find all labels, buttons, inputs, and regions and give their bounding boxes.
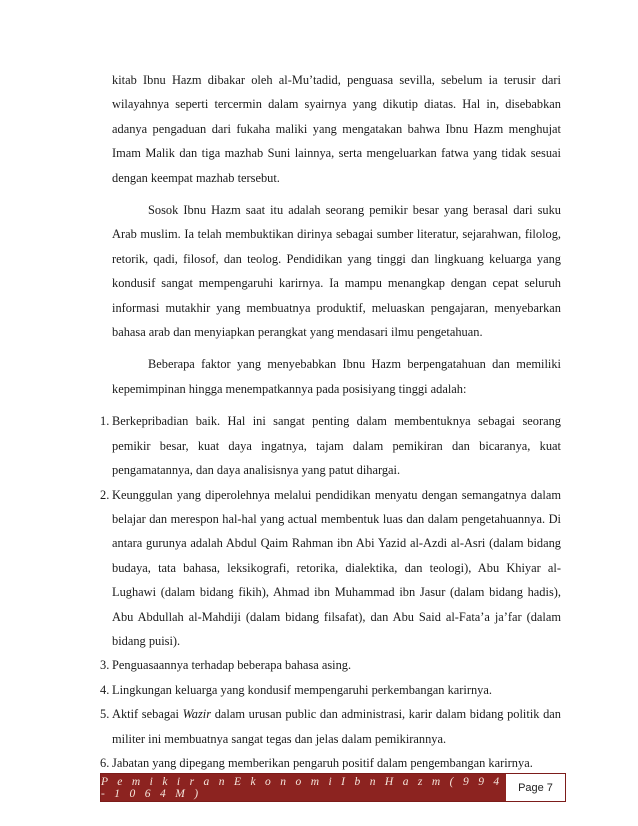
list-item-text: Berkepribadian baik. Hal ini sangat penting dalam membentuknya sebagai seorang pemikir besar, kuat daya ingatnya, tajam dalam pemikiran dan bicaranya, kuat pengamatannya, dan daya analisisnya yang patut dihargai. bbox=[112, 414, 561, 478]
list-item bbox=[100, 409, 561, 482]
wazir-term: Wazir bbox=[182, 707, 212, 722]
list-number: 2. bbox=[100, 487, 110, 502]
page-number: Page 7 bbox=[506, 774, 565, 801]
paragraph: Sosok Ibnu Hazm saat itu adalah seorang pemikir besar yang berasal dari suku Arab muslim. Ia telah membuktikan dirinya sebagai sumber literatur, sejarahwan, filolog, retorik, qadi, filosof, dan teolog. Pendidikan yang tinggi dan lingkuang keluarga yang kondusif sangat mempengaruhi karirnya. Ia mampu menangkap dengan cepat seluruh informasi mutakhir yang membuatnya produktif, meluaskan pengajaran, menyebarkan bahasa arab dan menyiapkan perangkat yang mendasari ilmu pengetahuan. bbox=[112, 203, 561, 340]
list-text-segment: Aktif sebagai bbox=[112, 707, 183, 722]
list-item-text: Penguasaannya terhadap beberapa bahasa asing. bbox=[112, 658, 352, 673]
list-item-text bbox=[112, 702, 561, 751]
paragraph: Beberapa faktor yang menyebabkan Ibnu Hazm berpengatahuan dan memiliki kepemimpinan hingga menempatkannya pada posisiyang tinggi adalah: bbox=[112, 357, 561, 396]
page-footer bbox=[100, 773, 566, 802]
list-number: 5. bbox=[100, 707, 110, 722]
list-number: 1. bbox=[100, 414, 110, 429]
list-number: 3. bbox=[100, 658, 110, 673]
list-item bbox=[100, 653, 561, 677]
list-item-text: Jabatan yang dipegang memberikan pengaruh positif dalam pengembangan karirnya. bbox=[112, 755, 533, 770]
list-item-text: Lingkungan keluarga yang kondusif mempengaruhi perkembangan karirnya. bbox=[112, 682, 492, 697]
list-number: 6. bbox=[100, 755, 110, 770]
list-item bbox=[100, 702, 561, 751]
list-item bbox=[100, 751, 561, 775]
list-number: 4. bbox=[100, 682, 110, 697]
factor-list bbox=[100, 409, 561, 775]
list-text-segment: dalam urusan public dan administrasi, karir dalam bidang politik dan militer ini membuatnya sangat tegas dan jelas dalam pemikirannya. bbox=[112, 707, 561, 746]
footer-title: P e m i k i r a n E k o n o m i I b n H a z m ( 9 9 4 - 1 0 6 4 M ) bbox=[101, 774, 506, 801]
list-item bbox=[100, 678, 561, 702]
list-item bbox=[100, 483, 561, 654]
paragraph: kitab Ibnu Hazm dibakar oleh al-Mu’tadid, penguasa sevilla, sebelum ia terusir dari wilayahnya seperti tercermin dalam syairnya yang dikutip diatas. Hal in, disebabkan adanya pengaduan dari fukaha maliki yang mengatakan bahwa Ibnu Hazm menghujat Imam Malik dan tiga mazhab Suni lainnya, serta mengeluarkan fatwa yang tidak sesuai dengan keempat mazhab tersebut. bbox=[112, 73, 561, 185]
page-body bbox=[100, 68, 561, 775]
list-item-text: Keunggulan yang diperolehnya melalui pendidikan menyatu dengan semangatnya dalam belajar dan merespon hal-hal yang actual membentuk luas dan dalam pengetahuannya. Di antara gurunya adalah Abdul Qaim Rahman ibn Abi Yazid al-Azdi al-Asri (dalam bidang budaya, tata bahasa, leksikografi, retorika, dialektika, dan teologi), Abu Khiyar al-Lughawi (dalam bidang fikih), Ahmad ibn Muhammad ibn Jasur (dalam bidang hadis), Abu Abdullah al-Mahdiji (dalam bidang filsafat), dan Abu Said al-Fata’a ja’far (dalam bidang puisi). bbox=[112, 487, 561, 648]
